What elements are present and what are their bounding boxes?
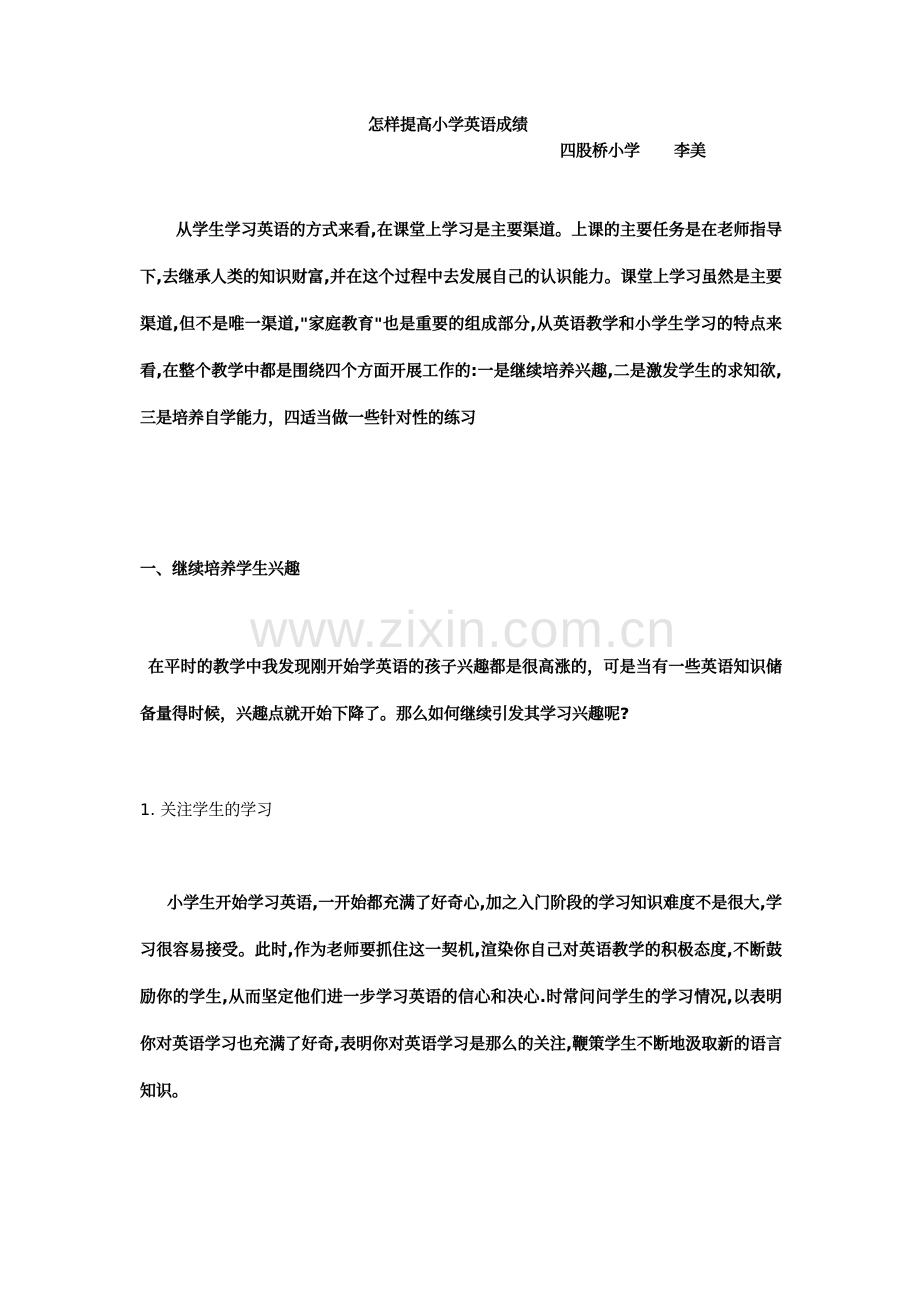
school-name: 四股桥小学 [560,141,641,160]
document-title: 怎样提高小学英语成绩 [368,115,529,134]
author-name: 李美 [674,141,707,160]
section-heading: 一、继续培养学生兴趣 [140,559,301,578]
subsection-paragraph: 小学生开始学习英语,一开始都充满了好奇心,加之入门阶段的学习知识难度不是很大,学习很容易接受。此时,作为老师要抓住这一契机,渲染你自己对英语教学的积极态度,不断鼓励你的学生,从而坚定他们进一步学习英语的信心和决心.时常问问学生的学习情况,以表明你对英语学习也充满了好奇,表明你对英语学习是那么的关注,鞭策学生不断地汲取新的语言知识。 [140,893,782,1100]
intro-paragraph: 从学生学习英语的方式来看,在课堂上学习是主要渠道。上课的主要任务是在老师指导下,去继承人类的知识财富,并在这个过程中去发展自己的认识能力。课堂上学习虽然是主要渠道,但不是唯一渠道,"家庭教育"也是重要的组成部分,从英语教学和小学生学习的特点来看,在整个教学中都是围绕四个方面开展工作的:一是继续培养兴趣,二是激发学生的求知欲,三是培养自学能力，四适当做一些针对性的练习 [140,220,782,427]
watermark: www.zixin.com.cn [249,601,677,659]
author-line [560,138,706,161]
subsection-heading: 1. 关注学生的学习 [140,800,273,819]
section-paragraph: 在平时的教学中我发现刚开始学英语的孩子兴趣都是很高涨的，可是当有一些英语知识储备量得时候，兴趣点就开始下降了。那么如何继续引发其学习兴趣呢? [140,657,782,723]
